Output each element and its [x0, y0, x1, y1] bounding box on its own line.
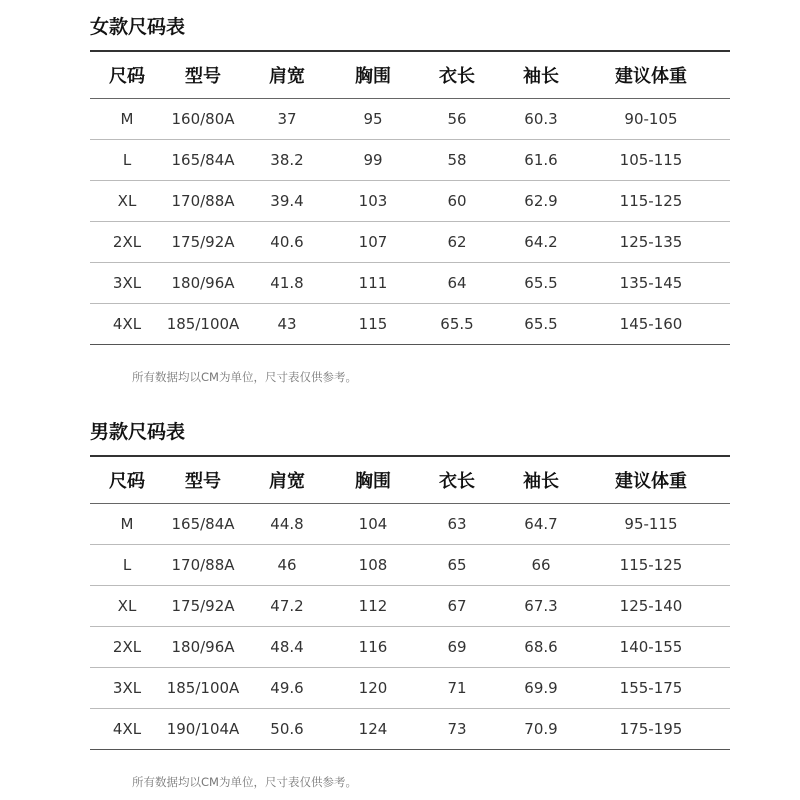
table-cell: 37 — [277, 110, 297, 128]
table-cell: 170/88A — [171, 556, 235, 574]
table-cell: 95 — [363, 110, 383, 128]
table-cell: 4XL — [112, 315, 142, 333]
table-cell: 43 — [277, 315, 297, 333]
table-cell: 58 — [447, 151, 467, 169]
table-cell: 180/96A — [171, 638, 235, 656]
table-cell: 40.6 — [270, 233, 304, 251]
table-cell: 116 — [358, 638, 388, 656]
table-cell: 65.5 — [524, 274, 558, 292]
table-cell: 115 — [358, 315, 388, 333]
table-cell: 48.4 — [270, 638, 304, 656]
table-cell: 112 — [358, 597, 388, 615]
table-cell: 2XL — [112, 233, 142, 251]
column-header: 袖长 — [523, 471, 559, 492]
table-cell: 190/104A — [166, 720, 240, 738]
table-cell: 63 — [447, 515, 467, 533]
table-cell: 73 — [447, 720, 467, 738]
table-cell: 108 — [358, 556, 388, 574]
table-cell: XL — [117, 597, 137, 615]
table-row — [90, 99, 730, 140]
table-cell: 175/92A — [171, 233, 235, 251]
table-cell: 170/88A — [171, 192, 235, 210]
column-header: 肩宽 — [269, 471, 305, 492]
table-row — [90, 545, 730, 586]
table-cell: 69.9 — [524, 679, 558, 697]
table-cell: L — [122, 556, 132, 574]
table-cell: 99 — [363, 151, 383, 169]
column-header: 尺码 — [109, 471, 145, 492]
column-header: 肩宽 — [269, 66, 305, 87]
table-cell: 49.6 — [270, 679, 304, 697]
table-cell: 61.6 — [524, 151, 558, 169]
table-row — [90, 586, 730, 627]
table-cell: 95-115 — [624, 515, 678, 533]
table-cell: 145-160 — [619, 315, 683, 333]
table-cell: 67.3 — [524, 597, 558, 615]
table-cell: M — [120, 515, 134, 533]
table-row — [90, 263, 730, 304]
table-cell: 180/96A — [171, 274, 235, 292]
table-cell: 64 — [447, 274, 467, 292]
table-cell: 39.4 — [270, 192, 304, 210]
table-cell: M — [120, 110, 134, 128]
women-chart-note: 所有数据均以CM为单位，尺寸表仅供参考。 — [132, 370, 357, 384]
table-cell: 107 — [358, 233, 388, 251]
column-header: 尺码 — [109, 66, 145, 87]
table-cell: 64.7 — [524, 515, 558, 533]
table-row — [90, 222, 730, 263]
table-cell: 165/84A — [171, 151, 235, 169]
table-cell: 65.5 — [524, 315, 558, 333]
table-cell: 115-125 — [619, 192, 683, 210]
table-row — [90, 627, 730, 668]
column-header: 型号 — [185, 471, 221, 492]
table-cell: 69 — [447, 638, 467, 656]
table-header-row — [90, 457, 730, 504]
table-cell: 125-140 — [619, 597, 683, 615]
table-cell: 70.9 — [524, 720, 558, 738]
table-row — [90, 181, 730, 222]
table-cell: 140-155 — [619, 638, 683, 656]
men-chart-title: 男款尺码表 — [90, 421, 186, 443]
table-cell: 60.3 — [524, 110, 558, 128]
table-cell: 104 — [358, 515, 388, 533]
table-cell: 62.9 — [524, 192, 558, 210]
table-row — [90, 140, 730, 181]
table-cell: 125-135 — [619, 233, 683, 251]
table-cell: 67 — [447, 597, 467, 615]
table-cell: 47.2 — [270, 597, 304, 615]
column-header: 胸围 — [355, 66, 391, 87]
table-cell: L — [122, 151, 132, 169]
table-cell: 120 — [358, 679, 388, 697]
table-cell: XL — [117, 192, 137, 210]
table-row — [90, 668, 730, 709]
column-header: 胸围 — [355, 471, 391, 492]
table-cell: 3XL — [112, 679, 142, 697]
table-cell: 105-115 — [619, 151, 683, 169]
table-cell: 3XL — [112, 274, 142, 292]
column-header: 建议体重 — [615, 471, 687, 492]
table-cell: 175-195 — [619, 720, 683, 738]
men-size-table — [90, 455, 730, 750]
table-row — [90, 304, 730, 345]
table-cell: 115-125 — [619, 556, 683, 574]
table-cell: 65 — [447, 556, 467, 574]
table-cell: 4XL — [112, 720, 142, 738]
column-header: 袖长 — [523, 66, 559, 87]
table-cell: 160/80A — [171, 110, 235, 128]
women-chart-title: 女款尺码表 — [90, 16, 186, 38]
table-cell: 124 — [358, 720, 388, 738]
column-header: 型号 — [185, 66, 221, 87]
column-header: 衣长 — [439, 471, 475, 492]
table-cell: 111 — [358, 274, 388, 292]
table-cell: 50.6 — [270, 720, 304, 738]
table-cell: 60 — [447, 192, 467, 210]
table-cell: 65.5 — [440, 315, 474, 333]
table-cell: 71 — [447, 679, 467, 697]
table-cell: 44.8 — [270, 515, 304, 533]
table-row — [90, 504, 730, 545]
table-cell: 41.8 — [270, 274, 304, 292]
table-cell: 90-105 — [624, 110, 678, 128]
table-header-row — [90, 52, 730, 99]
table-cell: 56 — [447, 110, 467, 128]
table-cell: 62 — [447, 233, 467, 251]
column-header: 衣长 — [439, 66, 475, 87]
men-chart-note: 所有数据均以CM为单位，尺寸表仅供参考。 — [132, 775, 357, 789]
table-cell: 103 — [358, 192, 388, 210]
column-header: 建议体重 — [615, 66, 687, 87]
table-cell: 155-175 — [619, 679, 683, 697]
table-cell: 68.6 — [524, 638, 558, 656]
table-cell: 185/100A — [166, 315, 240, 333]
table-cell: 46 — [277, 556, 297, 574]
table-cell: 64.2 — [524, 233, 558, 251]
women-size-table — [90, 50, 730, 345]
table-cell: 175/92A — [171, 597, 235, 615]
table-cell: 135-145 — [619, 274, 683, 292]
table-cell: 2XL — [112, 638, 142, 656]
table-cell: 185/100A — [166, 679, 240, 697]
table-row — [90, 709, 730, 750]
table-cell: 165/84A — [171, 515, 235, 533]
table-cell: 38.2 — [270, 151, 304, 169]
table-cell: 66 — [531, 556, 551, 574]
